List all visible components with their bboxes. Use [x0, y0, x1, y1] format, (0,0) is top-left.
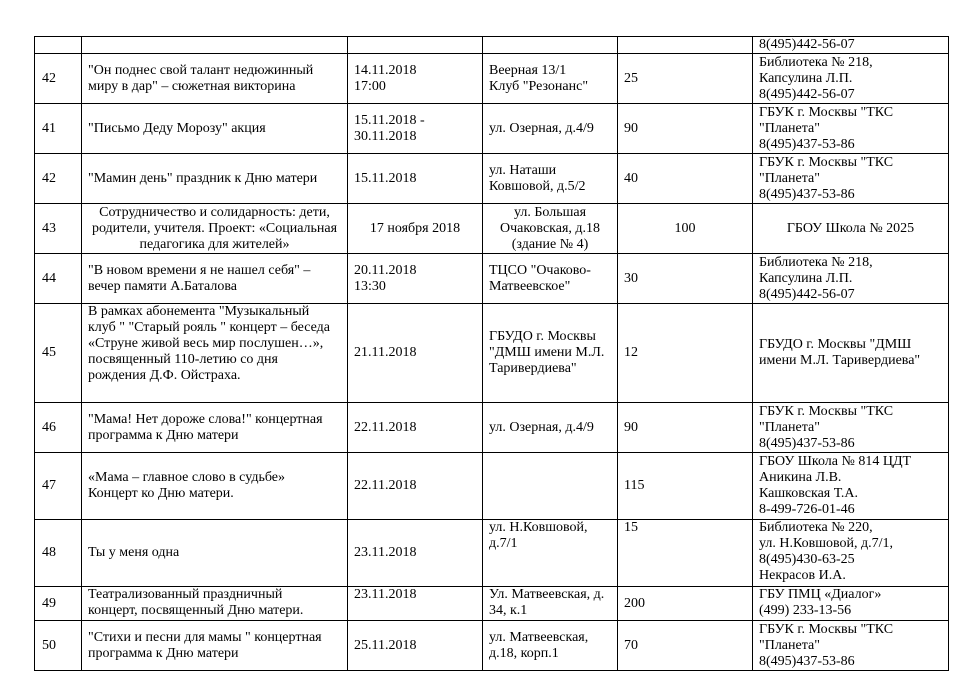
table-row	[35, 621, 949, 671]
participant-count: 115	[618, 453, 753, 520]
table-row	[35, 304, 949, 403]
event-date: 20.11.2018 13:30	[348, 254, 483, 304]
organizer: ГБОУ Школа № 814 ЦДТ Аникина Л.В. Кашковская Т.А. 8-499-726-01-46	[753, 453, 949, 520]
participant-count: 12	[618, 304, 753, 403]
organizer: ГБУК г. Москвы "ТКС "Планета" 8(495)437-53-86	[753, 403, 949, 453]
participant-count: 40	[618, 154, 753, 204]
events-table	[34, 36, 949, 671]
event-place: Веерная 13/1 Клуб "Резонанс"	[483, 54, 618, 104]
event-date: 22.11.2018	[348, 453, 483, 520]
event-name: Сотрудничество и солидарность: дети, родители, учителя. Проект: «Социальная педагогика для жителей»	[82, 204, 348, 254]
event-place	[483, 453, 618, 520]
table-row	[35, 204, 949, 254]
event-place: Ул. Матвеевская, д. 34, к.1	[483, 587, 618, 621]
event-name	[82, 37, 348, 54]
event-date	[348, 37, 483, 54]
row-number: 48	[35, 520, 82, 587]
event-place: ул. Озерная, д.4/9	[483, 403, 618, 453]
row-number: 41	[35, 104, 82, 154]
organizer: Библиотека № 218, Капсулина Л.П. 8(495)442-56-07	[753, 254, 949, 304]
event-name: "В новом времени я не нашел себя" – вечер памяти А.Баталова	[82, 254, 348, 304]
event-date: 23.11.2018	[348, 587, 483, 621]
participant-count: 30	[618, 254, 753, 304]
participant-count: 200	[618, 587, 753, 621]
participant-count: 25	[618, 54, 753, 104]
organizer: Библиотека № 220, ул. Н.Ковшовой, д.7/1, 8(495)430-63-25 Некрасов И.А.	[753, 520, 949, 587]
organizer: ГБУК г. Москвы "ТКС "Планета" 8(495)437-53-86	[753, 154, 949, 204]
event-name: "Мамин день" праздник к Дню матери	[82, 154, 348, 204]
participant-count: 90	[618, 403, 753, 453]
organizer: ГБУК г. Москвы "ТКС "Планета" 8(495)437-53-86	[753, 104, 949, 154]
row-number	[35, 37, 82, 54]
event-place: ул. Матвеевская, д.18, корп.1	[483, 621, 618, 671]
table-row	[35, 154, 949, 204]
table-row	[35, 453, 949, 520]
event-date: 17 ноября 2018	[348, 204, 483, 254]
row-number: 50	[35, 621, 82, 671]
event-date: 15.11.2018 - 30.11.2018	[348, 104, 483, 154]
event-date: 25.11.2018	[348, 621, 483, 671]
table-row	[35, 520, 949, 587]
row-number: 46	[35, 403, 82, 453]
event-name: "Стихи и песни для мамы " концертная программа к Дню матери	[82, 621, 348, 671]
organizer: ГБОУ Школа № 2025	[753, 204, 949, 254]
event-place: ул. Большая Очаковская, д.18 (здание № 4)	[483, 204, 618, 254]
event-place: ул. Наташи Ковшовой, д.5/2	[483, 154, 618, 204]
participant-count: 90	[618, 104, 753, 154]
event-date: 22.11.2018	[348, 403, 483, 453]
event-place: ГБУДО г. Москвы "ДМШ имени М.Л. Таривердиева"	[483, 304, 618, 403]
table-row	[35, 104, 949, 154]
event-name: "Письмо Деду Морозу" акция	[82, 104, 348, 154]
participant-count: 100	[618, 204, 753, 254]
participant-count: 15	[618, 520, 753, 587]
row-number: 49	[35, 587, 82, 621]
event-date: 21.11.2018	[348, 304, 483, 403]
event-place: ул. Озерная, д.4/9	[483, 104, 618, 154]
row-number: 43	[35, 204, 82, 254]
row-number: 44	[35, 254, 82, 304]
event-name: «Мама – главное слово в судьбе» Концерт ко Дню матери.	[82, 453, 348, 520]
event-name: В рамках абонемента "Музыкальный клуб " "Старый рояль " концерт – беседа «Струне живой весь мир послушен…», посвященный 110-летию со дня рождения Д.Ф. Ойстраха.	[82, 304, 348, 403]
event-place	[483, 37, 618, 54]
event-date: 14.11.2018 17:00	[348, 54, 483, 104]
organizer: 8(495)442-56-07	[753, 37, 949, 54]
organizer: ГБУК г. Москвы "ТКС "Планета" 8(495)437-53-86	[753, 621, 949, 671]
event-place: ТЦСО "Очаково- Матвеевское"	[483, 254, 618, 304]
row-number: 47	[35, 453, 82, 520]
event-date: 15.11.2018	[348, 154, 483, 204]
event-date: 23.11.2018	[348, 520, 483, 587]
table-row	[35, 587, 949, 621]
event-name: Театрализованный праздничный концерт, посвященный Дню матери.	[82, 587, 348, 621]
participant-count	[618, 37, 753, 54]
organizer: ГБУ ПМЦ «Диалог» (499) 233-13-56	[753, 587, 949, 621]
table-row	[35, 254, 949, 304]
row-number: 42	[35, 154, 82, 204]
event-name: Ты у меня одна	[82, 520, 348, 587]
organizer: Библиотека № 218, Капсулина Л.П. 8(495)442-56-07	[753, 54, 949, 104]
row-number: 45	[35, 304, 82, 403]
event-name: "Он поднес свой талант недюжинный миру в дар" – сюжетная викторина	[82, 54, 348, 104]
event-place: ул. Н.Ковшовой, д.7/1	[483, 520, 618, 587]
row-number: 42	[35, 54, 82, 104]
table-row	[35, 54, 949, 104]
participant-count: 70	[618, 621, 753, 671]
table-row	[35, 403, 949, 453]
organizer: ГБУДО г. Москвы "ДМШ имени М.Л. Таривердиева"	[753, 304, 949, 403]
table-row	[35, 37, 949, 54]
event-name: "Мама! Нет дороже слова!" концертная программа к Дню матери	[82, 403, 348, 453]
